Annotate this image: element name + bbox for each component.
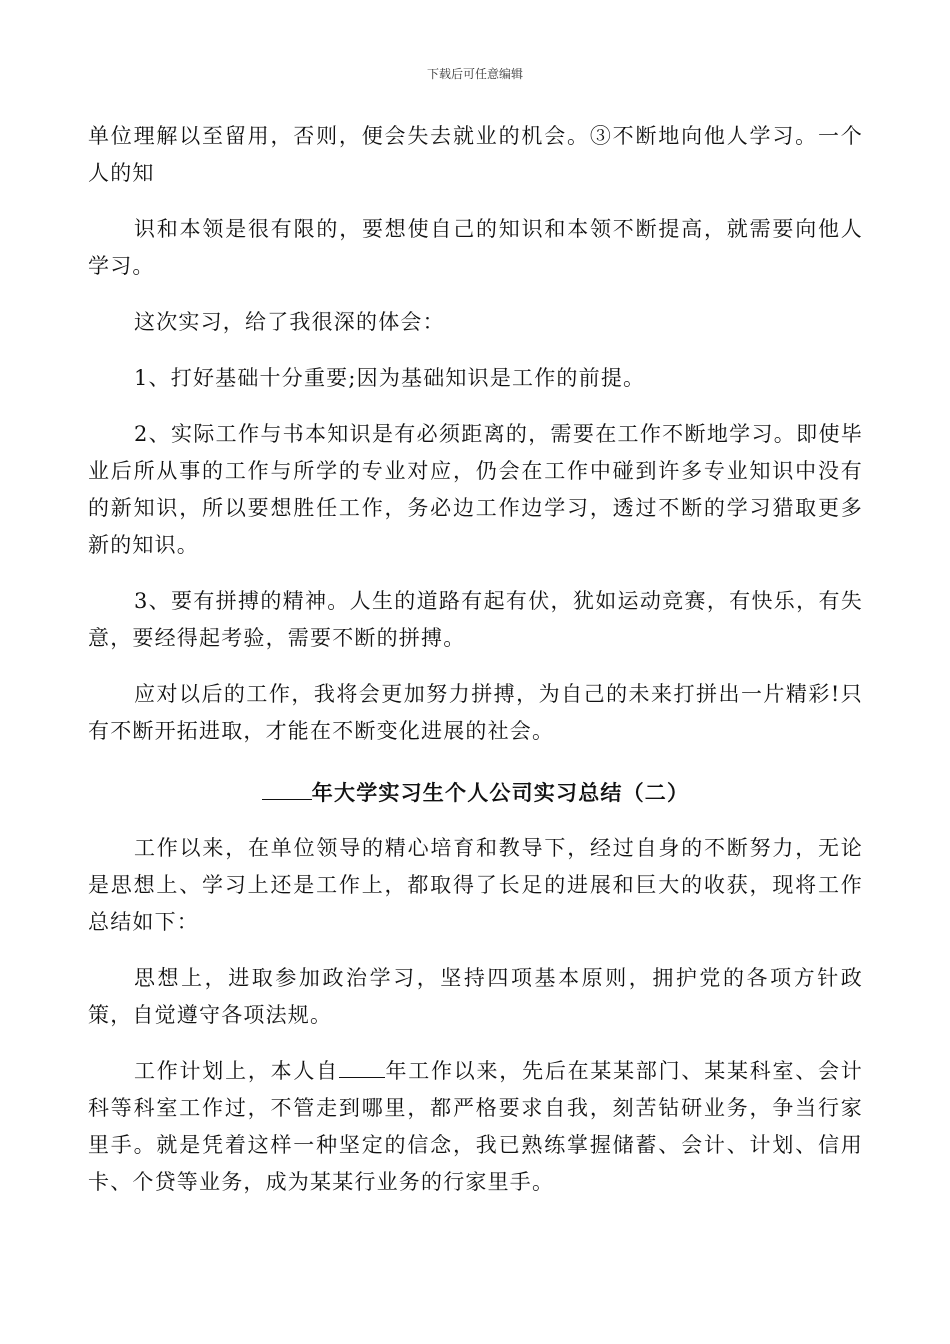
section-title: [88, 774, 863, 811]
paragraph-section2-thought: 思想上，进取参加政治学习，坚持四项基本原则，拥护党的各项方针政策，自觉遵守各项法规。: [88, 966, 863, 1027]
paragraph-point-1: 1、打好基础十分重要;因为基础知识是工作的前提。: [134, 366, 646, 390]
work-text-before: 工作计划上，本人自: [134, 1059, 339, 1083]
paragraph-section2-intro: 工作以来，在单位领导的精心培育和教导下，经过自身的不断努力，无论是思想上、学习上还是工作上，都取得了长足的进展和巨大的收获，现将工作总结如下：: [88, 836, 863, 934]
paragraph-section2-work: [88, 1053, 863, 1201]
paragraph-conclusion: 应对以后的工作，我将会更加努力拼搏，为自己的未来打拼出一片精彩!只有不断开拓进取，才能在不断变化进展的社会。: [88, 682, 863, 743]
paragraph-learning: 识和本领是很有限的，要想使自己的知识和本领不断提高，就需要向他人学习。: [88, 217, 863, 278]
paragraph-point-3: 3、要有拼搏的精神。人生的道路有起有伏，犹如运动竞赛，有快乐，有失意，要经得起考验，需要不断的拼搏。: [88, 589, 863, 650]
year-blank-line: [339, 1055, 385, 1078]
page-header-note: 下载后可任意编辑: [426, 67, 523, 81]
section-title-text: 年大学实习生个人公司实习总结（二）: [311, 780, 690, 805]
document-body: [88, 118, 863, 1201]
work-text-after: 年工作以来，先后在某某部门、某某科室、会计科等科室工作过，不管走到哪里，都严格要求自我，刻苦钻研业务，争当行家里手。就是凭着这样一种坚定的信念，我已熟练掌握储蓄、会计、计划、信用卡、个贷等业务，成为某某行业务的行家里手。: [88, 1059, 863, 1194]
paragraph-point-2: 2、实际工作与书本知识是有必须距离的，需要在工作不断地学习。即使毕业后所从事的工作与所学的专业对应，仍会在工作中碰到许多专业知识中没有的新知识，所以要想胜任工作，务必边工作边学习，透过不断的学习猎取更多新的知识。: [88, 422, 863, 557]
paragraph-continuation: 单位理解以至留用，否则，便会失去就业的机会。③不断地向他人学习。一个人的知: [88, 124, 863, 185]
paragraph-experience-intro: 这次实习，给了我很深的体会：: [134, 310, 445, 334]
title-blank-line: [262, 777, 312, 800]
